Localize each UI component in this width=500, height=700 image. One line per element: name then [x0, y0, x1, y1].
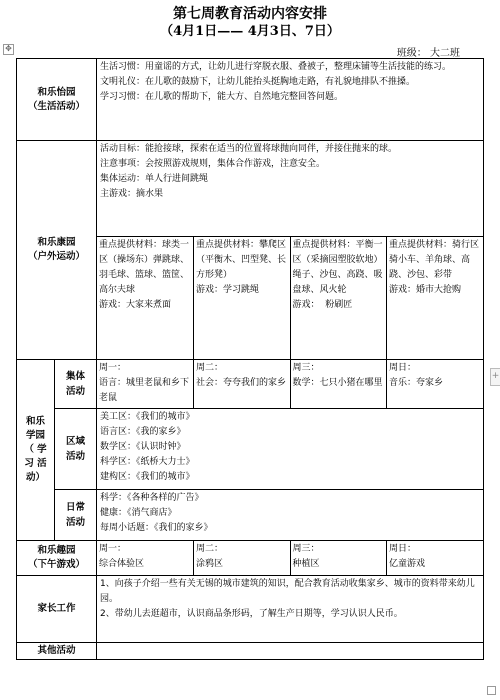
row-study-daily [17, 490, 484, 541]
outdoor-area-climb: 重点提供材料：攀爬区（平衡木、凹型凳、长方形凳） 游戏：学习跳绳 [194, 237, 291, 359]
outdoor-line: 主游戏：摘水果 [100, 189, 164, 199]
study-group-cell [97, 360, 484, 409]
area-line: 数学区：《认识时钟》 [100, 442, 186, 452]
study-daily-content [97, 490, 484, 541]
group-label-line: 活动 [66, 386, 86, 397]
day-activity: 音乐：夸家乡 [389, 378, 444, 388]
play-label-line: 和乐趣园 [37, 545, 76, 556]
daily-line: 科学：《各种各样的广告》 [100, 493, 204, 503]
study-label-line: 动） [25, 472, 45, 483]
outdoor-area-ride: 重点提供材料：骑行区 骑小车、羊角球、高跷、沙包、彩带 游戏：婚市大抢购 [387, 237, 484, 359]
study-label-line: 和乐 [25, 416, 45, 427]
day-label: 周二： [196, 544, 224, 554]
life-line: 学习习惯：在儿歌的帮助下，能大方、自然地完整回答问题。 [100, 92, 344, 102]
study-label-line: （ 学 [24, 444, 47, 455]
class-name: 大二班 [430, 48, 460, 59]
day-activity: 语言：城里老鼠和乡下老鼠 [99, 378, 190, 403]
day-label: 周日： [389, 544, 417, 554]
day-label: 周三： [292, 363, 320, 373]
daily-line: 健康：《消气商店》 [100, 508, 177, 518]
outdoor-area-balance: 重点提供材料：平衡一区（采摘园塑胶软地）绳子、沙包、高跷、吸盘球、风火轮 游戏： 粉刷匠 [290, 237, 387, 359]
play-day-mon [97, 541, 194, 575]
day-activity: 综合体验区 [99, 559, 145, 569]
area-label-line: 活动 [66, 451, 86, 462]
row-life [17, 59, 484, 141]
outdoor-line: 活动目标：能抢接球，探索在适当的位置将球抛向同伴，并接住抛来的球。 [100, 144, 398, 154]
parents-line: 1、向孩子介绍一些有关无锡的城市建筑的知识，配合教育活动收集家乡、城市的资料带来幼儿园。 [100, 579, 475, 604]
area-label-line: 区域 [66, 436, 86, 447]
outdoor-line: 集体运动：单人行进间跳绳 [100, 174, 209, 184]
day-label: 周日： [389, 363, 417, 373]
study-group-days [97, 360, 483, 408]
area-line: 美工区：《我们的城市》 [100, 412, 195, 422]
table-resize-handle[interactable] [487, 686, 496, 695]
daily-label-line: 日常 [66, 502, 86, 513]
study-group-label [55, 360, 97, 409]
row-study-label [17, 360, 55, 541]
row-study-area [17, 409, 484, 490]
outdoor-line: 注意事项：会按照游戏规则，集体合作游戏，注意安全。 [100, 159, 326, 169]
study-label-line: 学园 [25, 430, 45, 441]
row-other-label: 其他活动 [17, 643, 97, 660]
study-area-label [55, 409, 97, 490]
row-outdoor-label [17, 141, 97, 360]
outdoor-area-ball: 重点提供材料：球类一区（操场东）弹跳球、羽毛球、篮球、篮筐、高尔夫球 游戏：大家来煮面 [99, 240, 190, 310]
outdoor-label-line: （户外运动） [28, 251, 86, 262]
day-activity: 数学：七只小猪在哪里 [292, 378, 383, 388]
group-day-tue [194, 360, 291, 408]
page-subtitle: （4月1日—— 4月3日、7日） [160, 24, 340, 39]
area-line: 语言区：《我的家乡》 [100, 427, 186, 437]
study-daily-label [55, 490, 97, 541]
outdoor-areas-table [97, 237, 483, 359]
day-activity: 社会：夸夸我们的家乡 [196, 378, 287, 388]
life-line: 生活习惯：用童谣的方式，让幼儿进行穿脱衣服、叠被子，整理床铺等生活技能的练习。 [100, 62, 452, 72]
outdoor-areas-cell [97, 237, 484, 360]
row-outdoor [17, 141, 484, 237]
row-other [17, 643, 484, 660]
table-move-handle-icon[interactable]: ✥ [3, 44, 14, 55]
daily-line: 每周小话题：《我们的家乡》 [100, 523, 213, 533]
life-label-line: （生活活动） [28, 100, 86, 112]
play-days [97, 541, 483, 575]
parents-line: 2、带幼儿去逛超市，认识商品条形码，了解生产日期等，学习认识人民币。 [100, 609, 403, 619]
day-activity: 涂鸦区 [196, 559, 224, 569]
row-parents [17, 576, 484, 643]
row-outdoor-goals [97, 141, 484, 237]
play-cell [97, 541, 484, 576]
day-activity: 种植区 [292, 559, 320, 569]
play-day-sun [387, 541, 484, 575]
add-row-icon[interactable]: + [490, 368, 500, 386]
group-day-sun [387, 360, 484, 408]
outdoor-label-line: 和乐康园 [37, 237, 76, 248]
play-day-wed [290, 541, 387, 575]
area-line: 建构区：《我们的城市》 [100, 472, 195, 482]
life-line: 文明礼仪：在儿歌的鼓励下，让幼儿能抬头挺胸地走路，有礼貌地排队不推搡。 [100, 77, 416, 87]
schedule-table [16, 58, 484, 660]
day-label: 周一： [99, 363, 127, 373]
day-label: 周二： [196, 363, 224, 373]
day-activity: 亿童游戏 [389, 559, 426, 569]
study-label-line: 习 活 [24, 458, 47, 469]
row-life-label [17, 59, 97, 141]
row-parents-label: 家长工作 [17, 576, 97, 643]
day-label: 周三： [292, 544, 320, 554]
play-label-line: （下午游戏） [28, 559, 86, 570]
class-label: 班级： [396, 48, 427, 59]
day-label: 周一： [99, 544, 127, 554]
row-study-group [17, 360, 484, 409]
row-life-content [97, 59, 484, 141]
class-info [397, 44, 460, 59]
row-parents-content [97, 576, 484, 643]
daily-label-line: 活动 [66, 517, 86, 528]
area-line: 科学区：《纸桥大力士》 [100, 457, 195, 467]
group-day-mon [97, 360, 194, 408]
life-label-line: 和乐怡园 [37, 86, 76, 98]
group-label-line: 集体 [66, 371, 86, 382]
group-day-wed [290, 360, 387, 408]
row-play-label [17, 541, 97, 576]
row-other-content [97, 643, 484, 660]
study-area-content [97, 409, 484, 490]
row-play [17, 541, 484, 576]
play-day-tue [194, 541, 291, 575]
page-title: 第七周教育活动内容安排 [173, 6, 327, 22]
